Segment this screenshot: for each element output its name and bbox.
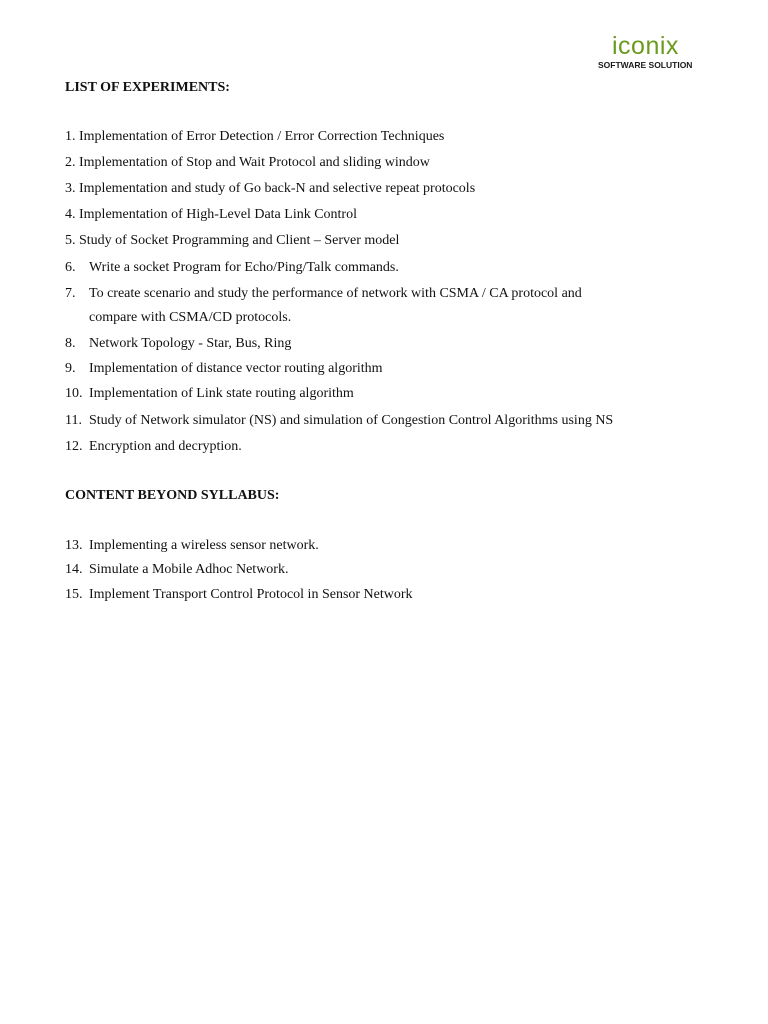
list-item: 11. Study of Network simulator (NS) and simulation of Congestion Control Algorithms using NS (65, 413, 614, 428)
list-item: 13. Implementing a wireless sensor network. (65, 538, 319, 553)
content-beyond-syllabus-heading: CONTENT BEYOND SYLLABUS: (65, 488, 280, 503)
list-item: 12. Encryption and decryption. (65, 439, 242, 454)
list-item: 7. To create scenario and study the performance of network with CSMA / CA protocol and compare with CSMA/CD protocols. (65, 286, 582, 325)
logo-tagline: SOFTWARE SOLUTION (598, 60, 693, 70)
list-item: 14. Simulate a Mobile Adhoc Network. (65, 562, 289, 577)
list-item: 8. Network Topology - Star, Bus, Ring (65, 336, 292, 351)
list-item: 15. Implement Transport Control Protocol in Sensor Network (65, 587, 413, 602)
list-item: 3. Implementation and study of Go back-N and selective repeat protocols (65, 181, 476, 196)
list-item: 1. Implementation of Error Detection / Error Correction Techniques (65, 129, 445, 144)
list-item: 9. Implementation of distance vector routing algorithm (65, 361, 383, 376)
logo-wordmark: iconix (612, 32, 679, 60)
list-item: 10. Implementation of Link state routing algorithm (65, 386, 354, 401)
list-item: 4. Implementation of High-Level Data Link Control (65, 207, 357, 222)
list-item: 5. Study of Socket Programming and Client – Server model (65, 233, 400, 248)
list-item: 6. Write a socket Program for Echo/Ping/Talk commands. (65, 260, 399, 275)
list-of-experiments-heading: LIST OF EXPERIMENTS: (65, 80, 230, 95)
list-item: 2. Implementation of Stop and Wait Protocol and sliding window (65, 155, 430, 170)
iconix-logo (598, 34, 706, 70)
